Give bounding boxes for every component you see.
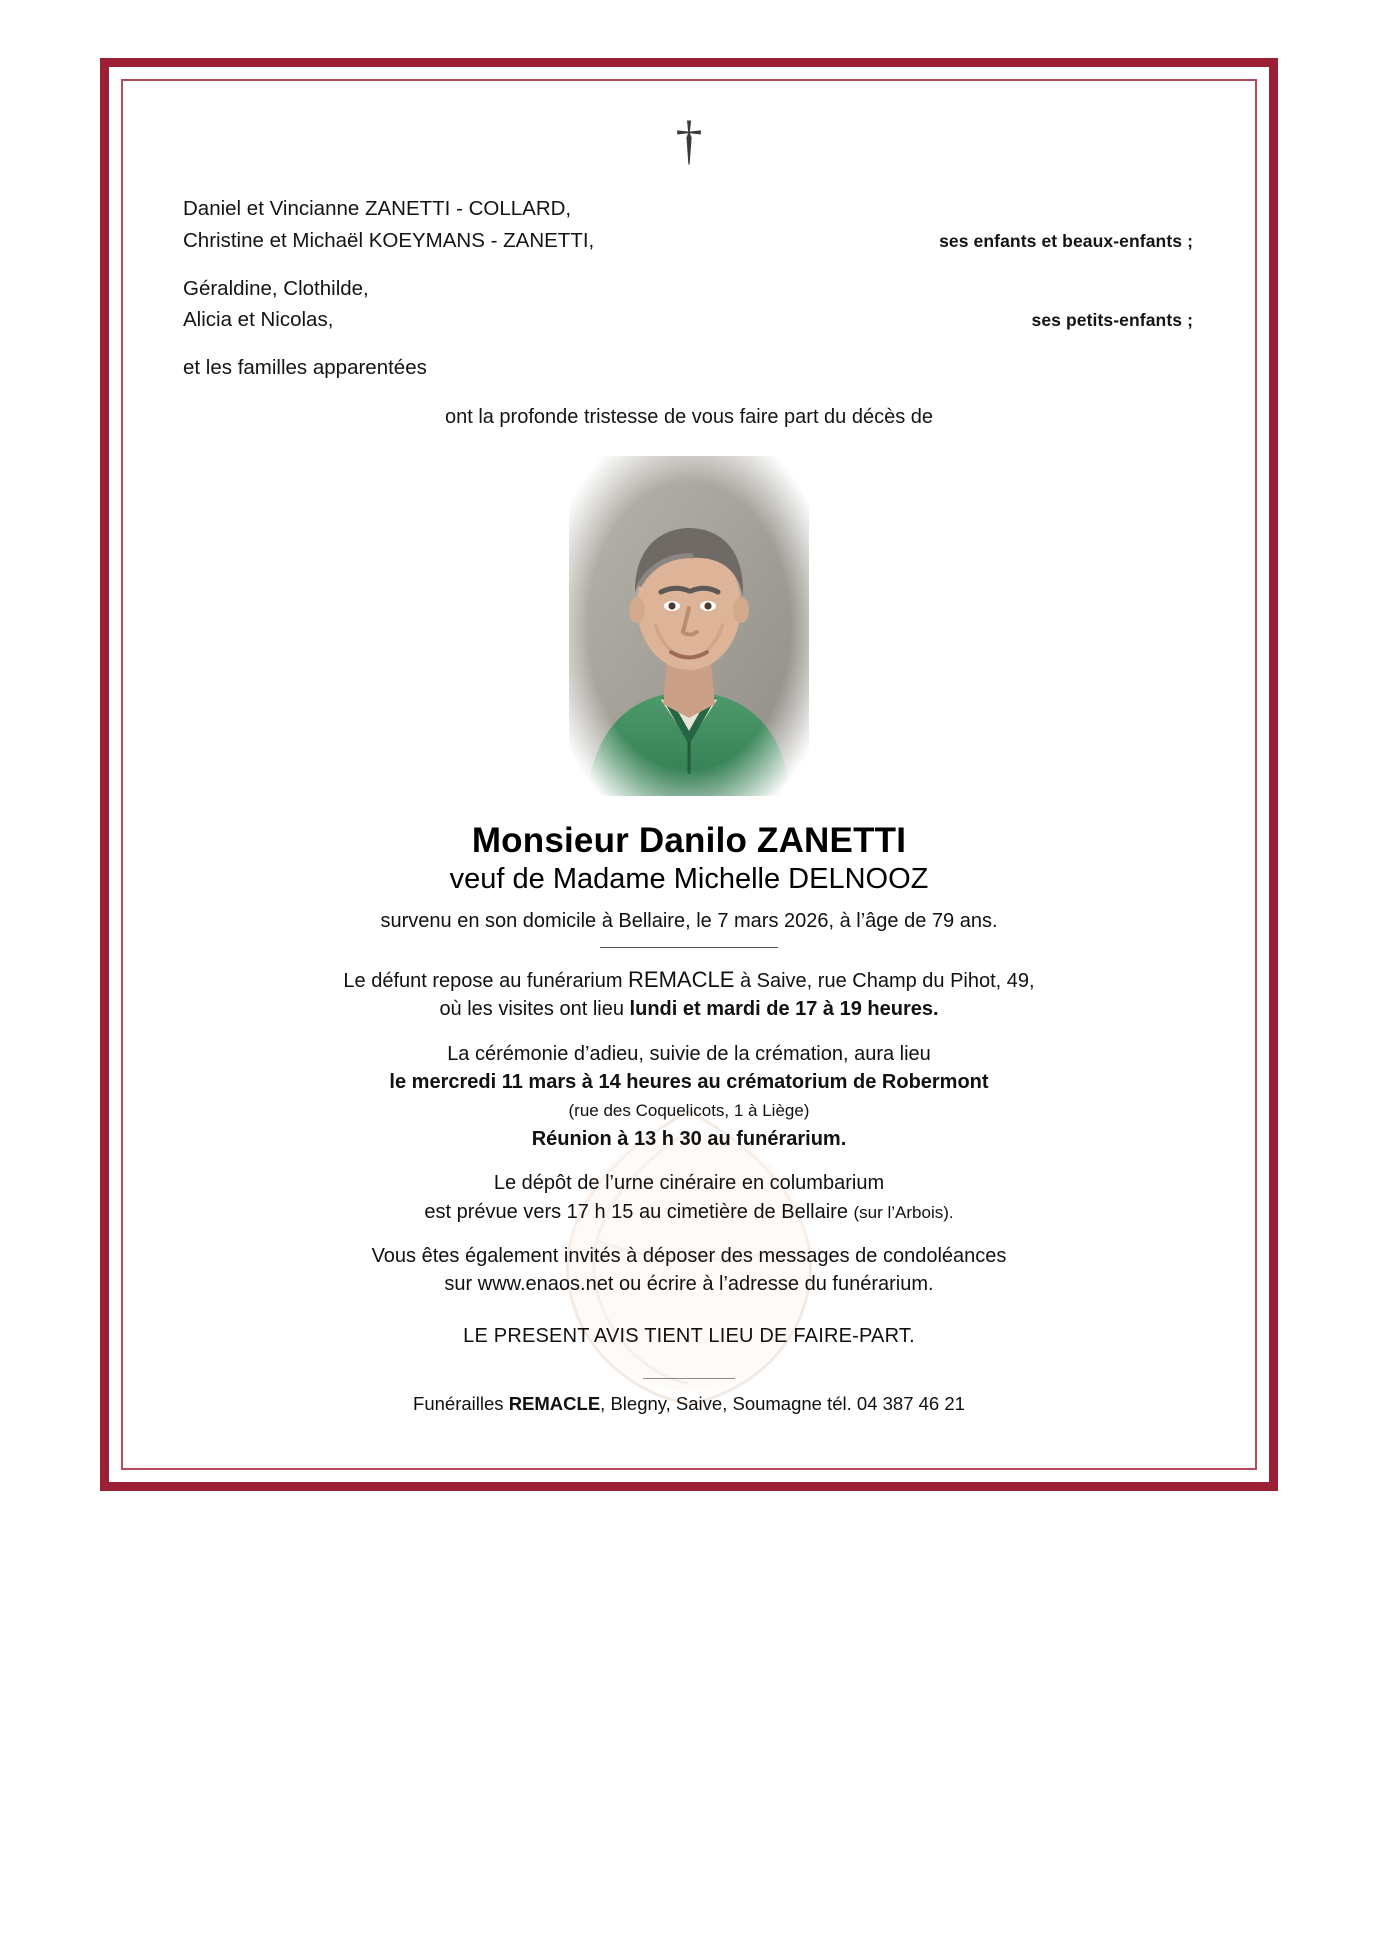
family-relation: ses enfants et beaux-enfants ; [939,230,1193,251]
repose-line1-a: Le défunt repose au funérarium [343,969,629,992]
urn-line2-a: est prévue vers 17 h 15 au cimetière de Bellaire [424,1200,854,1223]
spacer [183,257,1193,273]
family-names: et les familles apparentées [183,356,427,380]
card-content [123,81,1255,1468]
urn-line1: Le dépôt de l’urne cinéraire en columbarium [493,1172,885,1195]
family-names: Alicia et Nicolas, [183,308,334,332]
deceased-name: Monsieur Danilo ZANETTI [471,820,907,860]
spacer [183,336,1193,352]
ceremony-datetime: le mercredi 11 mars à 14 heures au crématorium de Robermont [389,1071,989,1093]
footer-prefix: Funérailles [413,1392,509,1414]
cross-icon: † [675,110,703,170]
ceremony-paragraph [157,1040,1221,1154]
card-frame-outer [100,58,1278,1491]
visiting-hours: lundi et mardi de 17 à 19 heures. [629,998,939,1021]
condolences-line1: Vous êtes également invités à déposer des messages de condoléances [371,1244,1007,1267]
family-row [183,304,1193,336]
funeral-home-name: REMACLE [628,966,735,992]
family-row [183,352,1193,384]
urn-line2-b: (sur l’Arbois). [853,1202,954,1222]
ceremony-line1: La cérémonie d’adieu, suivie de la crémation, aura lieu [447,1042,931,1065]
portrait-photo [569,456,809,796]
family-block [157,193,1221,384]
family-row [183,273,1193,305]
death-details: survenu en son domicile à Bellaire, le 7 mars 2026, à l’âge de 79 ans. [380,909,998,932]
ceremony-address: (rue des Coquelicots, 1 à Liège) [568,1101,810,1121]
ceremony-reunion: Réunion à 13 h 30 au funérarium. [531,1127,847,1150]
footer-suffix: , Blegny, Saive, Soumagne tél. 04 387 46 21 [600,1392,965,1414]
family-row [183,193,1193,225]
family-row [183,225,1193,257]
condolences-line2: sur www.enaos.net ou écrire à l’adresse du funérarium. [444,1273,934,1296]
announcement-intro: ont la profonde tristesse de vous faire part du décès de [444,405,934,428]
notice-text: LE PRESENT AVIS TIENT LIEU DE FAIRE-PART. [463,1324,915,1347]
portrait-container [563,451,815,801]
family-names: Daniel et Vincianne ZANETTI - COLLARD, [183,197,572,220]
urn-paragraph [157,1169,1221,1226]
card-frame-inner [121,79,1257,1470]
deceased-spouse-line: veuf de Madame Michelle DELNOOZ [449,862,929,895]
family-names: Christine et Michaël KOEYMANS - ZANETTI, [183,228,595,252]
condolences-paragraph [157,1242,1221,1299]
footer-contact [157,1393,1221,1415]
family-names: Géraldine, Clothilde, [183,276,369,300]
repose-line2-a: où les visites ont lieu [439,998,630,1021]
footer-company: REMACLE [508,1392,601,1414]
family-relation: ses petits-enfants ; [1031,310,1193,331]
repose-paragraph [157,964,1221,1024]
divider [600,947,778,948]
footer-divider [643,1378,735,1379]
repose-line1-c: à Saive, rue Champ du Pihot, 49, [734,969,1035,992]
